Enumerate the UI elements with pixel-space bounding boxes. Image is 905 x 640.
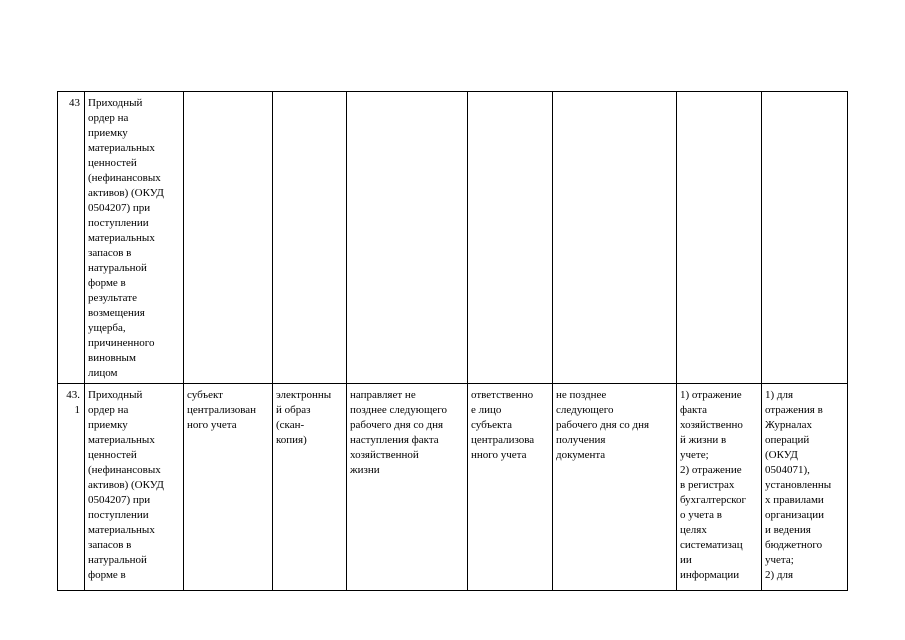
document-registry-table [57,91,848,591]
form-cell: электронны й образ (скан- копия) [273,384,347,591]
responsible-cell [468,92,553,384]
notes-cell [762,92,848,384]
submission-deadline-cell [553,92,677,384]
notes-cell: 1) для отражения в Журналах операций (ОКУД 0504071), установленны х правилами организации и ведения бюджетного учета; 2) для [762,384,848,591]
creation-deadline-cell [347,92,468,384]
responsible-cell: ответственно е лицо субъекта централизова нного учета [468,384,553,591]
document-name-cell: Приходный ордер на приемку материальных ценностей (нефинансовых активов) (ОКУД 0504207) при поступлении материальных запасов в натуральной форме в результате возмещения ущерба, причиненного виновным лицом [85,92,184,384]
creator-cell [184,92,273,384]
table-row [58,92,848,384]
purpose-cell [677,92,762,384]
creator-cell: субъект централизован ного учета [184,384,273,591]
row-number-cell: 43. 1 [58,384,85,591]
form-cell [273,92,347,384]
document-name-cell: Приходный ордер на приемку материальных ценностей (нефинансовых активов) (ОКУД 0504207) при поступлении материальных запасов в натуральной форме в [85,384,184,591]
row-number-cell: 43 [58,92,85,384]
purpose-cell: 1) отражение факта хозяйственно й жизни в учете; 2) отражение в регистрах бухгалтерског о учета в целях систематизац ии информации [677,384,762,591]
submission-deadline-cell: не позднее следующего рабочего дня со дня получения документа [553,384,677,591]
table-row [58,384,848,591]
creation-deadline-cell: направляет не позднее следующего рабочего дня со дня наступления факта хозяйственной жизни [347,384,468,591]
